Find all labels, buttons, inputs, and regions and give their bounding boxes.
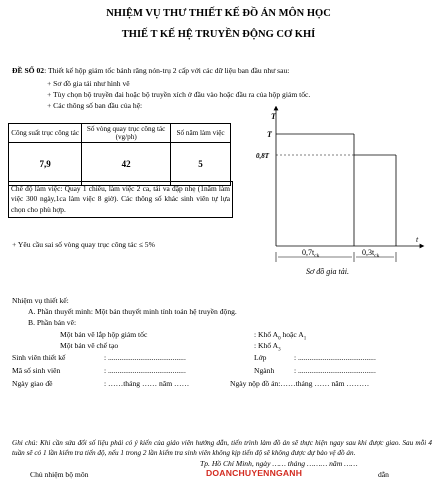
tolerance-text: + Yêu cầu sai số vòng quay trục công tác ≤ 5% [12, 240, 155, 249]
doc-subtitle: THIẾ T KẾ HỆ TRUYỀN ĐỘNG CƠ KHÍ [121, 29, 316, 40]
date-value: : ……tháng …… năm …… [104, 379, 190, 388]
drawing-1-spec: : Khổ $A_0$ hoặc $A_1$ [254, 330, 307, 342]
diagram-caption: Sơ đồ gia tải. [306, 267, 349, 276]
note-prefix: Ghi chú [12, 439, 36, 447]
major-label: Ngành [254, 366, 275, 375]
class-dots: : ......................................... [294, 353, 376, 362]
value-power: 7,9 [9, 143, 82, 186]
label-T-top: T [271, 112, 276, 121]
dept-head: Chủ nhiệm bộ môn [30, 470, 89, 479]
value-years: 5 [171, 143, 231, 186]
note [12, 438, 432, 459]
header-years: Số năm làm việc [171, 124, 231, 143]
work-regime: Chế độ làm việc: Quay 1 chiều, làm việc 2 ca, tải va đập nhẹ (1năm làm việc 300 ngày,1ca làm việc 8 giờ). Các thông số khác sinh viên tự lựa chọn cho phù hợp. [8, 181, 233, 218]
tasks-heading: Nhiệm vụ thiết kế: [12, 296, 69, 305]
seg1-label: $0,7t_{ck}$ [302, 248, 320, 259]
topic-line [12, 66, 289, 75]
topic-text: : Thiết kế hộp giảm tốc bánh răng nón-trụ 2 cấp với các dữ liệu ban đầu như sau: [44, 66, 290, 75]
note-text: : Khi cần sửa đổi số liệu phải có ý kiến của giáo viên hướng dẫn, tiến trình làm đồ án sẽ thực hiện ngay sau khi được giao. Sau mỗi 4 tuần sẽ có 1 lần kiểm tra tiến độ, nếu 1 trong 2 lần kiểm tra sinh viên không kịp tiến độ sẽ không được dự bảo vệ đồ án. [12, 439, 432, 458]
bullet-3: + Các thông số ban đầu của hệ: [47, 101, 143, 110]
date-label: Ngày giao đề [12, 379, 53, 388]
load-diagram [256, 106, 426, 281]
drawing-2: Một bản vẽ chế tạo [60, 341, 119, 350]
submit-label: Ngày nộp đồ án:……tháng …… năm ……… [230, 379, 370, 388]
drawing-1: Một bản vẽ lắp hộp giảm tốc [60, 330, 148, 339]
watermark-logo: DOANCHUYENNGANH [206, 468, 303, 478]
label-08T: 0,8T [256, 152, 270, 160]
header-power: Công suất trục công tác [9, 124, 82, 143]
student-id-label: Mã số sinh viên [12, 366, 61, 375]
topic-number: ĐỀ SỐ 02 [12, 66, 45, 75]
bullet-1: + Sơ đồ gia tải như hình vẽ [47, 79, 130, 88]
date-line: Tp. Hồ Chí Minh, ngày …… tháng ……… năm …… [200, 459, 358, 468]
value-speed: 42 [82, 143, 171, 186]
drawing-2-spec: : Khổ $A_3$ [254, 341, 281, 353]
advisor: dẫn [378, 470, 389, 479]
student-id-dots: : ......................................... [104, 366, 186, 375]
specs-table [8, 123, 231, 186]
doc-title: NHIỆM VỤ THƯ THIẾT KẾ ĐỒ ÁN MÔN HỌC [106, 8, 331, 19]
student-label: Sinh viên thiết kế [12, 353, 66, 362]
label-t: t [416, 235, 419, 244]
major-dots: : ......................................... [294, 366, 376, 375]
header-speed: Số vòng quay trục công tác (vg/ph) [82, 124, 171, 143]
student-dots: : ......................................... [104, 353, 186, 362]
task-b: B. Phần bản vẽ: [28, 318, 77, 327]
label-T: T [267, 130, 272, 139]
seg2-label: $0,3t_{ck}$ [362, 248, 380, 259]
bullet-2: + Tùy chọn bộ truyền đai hoặc bộ truyền xích ở đầu vào hoặc đầu ra của hộp giảm tốc. [47, 90, 311, 99]
class-label: Lớp [254, 353, 267, 362]
task-a: A. Phần thuyết minh: Một bản thuyết minh tính toán hệ truyền động. [28, 307, 237, 316]
